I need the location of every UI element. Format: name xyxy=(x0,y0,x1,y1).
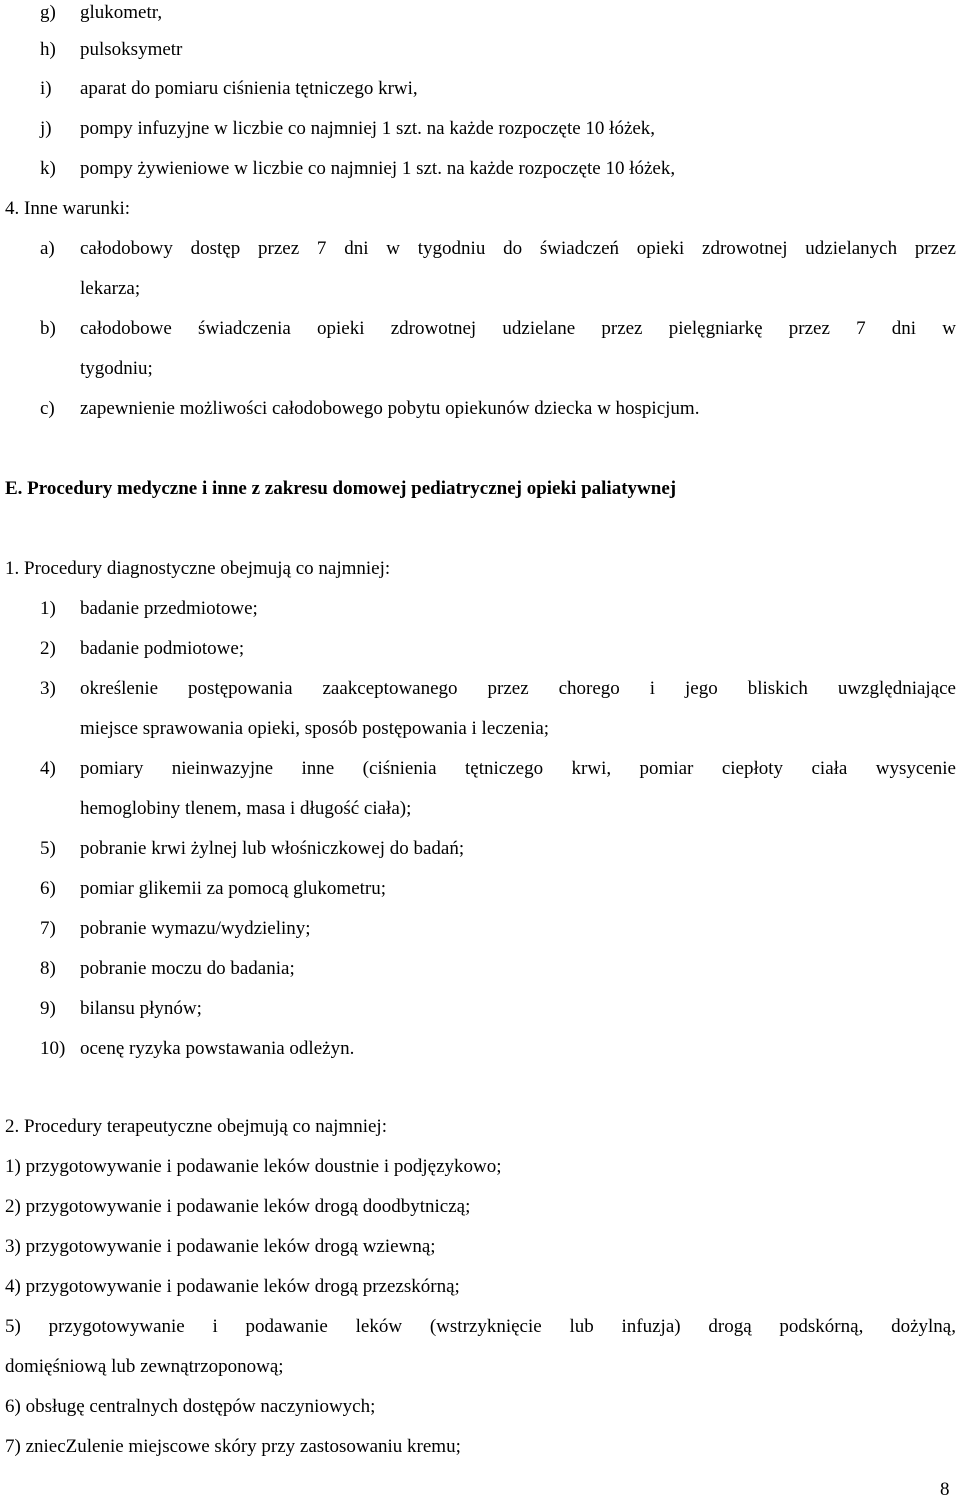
list-item-text: 2) przygotowywanie i podawanie leków drogą doodbytniczą; xyxy=(5,1196,471,1217)
list-label: g) xyxy=(40,2,56,23)
list-label: 7) xyxy=(40,918,56,939)
list-item-text: pobranie krwi żylnej lub włośniczkowej do badań; xyxy=(80,838,465,859)
list-label: j) xyxy=(40,118,52,139)
list-item-text: glukometr, xyxy=(80,2,163,23)
list-item-text: pompy żywieniowe w liczbie co najmniej 1 szt. na każde rozpoczęte 10 łóżek, xyxy=(80,158,676,179)
list-label: 10) xyxy=(40,1038,66,1059)
list-item-text-continued: lekarza; xyxy=(80,278,141,299)
list-label: 4) xyxy=(40,758,56,779)
list-item-text: aparat do pomiaru ciśnienia tętniczego krwi, xyxy=(80,78,418,99)
list-item-text: pobranie moczu do badania; xyxy=(80,958,295,979)
list-item-text: bilansu płynów; xyxy=(80,998,202,1019)
list-item-text: pobranie wymazu/wydzieliny; xyxy=(80,918,311,939)
list-item-text: 4) przygotowywanie i podawanie leków drogą przezskórną; xyxy=(5,1276,460,1297)
list-item-text-continued: domięśniową lub zewnątrzoponową; xyxy=(5,1356,284,1377)
list-label: i) xyxy=(40,78,52,99)
list-item-text: 6) obsługę centralnych dostępów naczyniowych; xyxy=(5,1396,376,1417)
list-item-text-continued: miejsce sprawowania opieki, sposób postępowania i leczenia; xyxy=(80,718,550,739)
list-label: 8) xyxy=(40,958,56,979)
section-heading: 1. Procedury diagnostyczne obejmują co najmniej: xyxy=(5,558,391,579)
list-label: 3) xyxy=(40,678,56,699)
list-item-text-continued: hemoglobiny tlenem, masa i długość ciała); xyxy=(80,798,412,819)
list-item-text: badanie przedmiotowe; xyxy=(80,598,258,619)
list-label: a) xyxy=(40,238,55,259)
list-item-text: pomiar glikemii za pomocą glukometru; xyxy=(80,878,387,899)
section-heading: 4. Inne warunki: xyxy=(5,198,131,219)
section-heading: 2. Procedury terapeutyczne obejmują co najmniej: xyxy=(5,1116,387,1137)
list-label: 6) xyxy=(40,878,56,899)
list-item-text: 1) przygotowywanie i podawanie leków doustnie i podjęzykowo; xyxy=(5,1156,502,1177)
list-item-text: zapewnienie możliwości całodobowego pobytu opiekunów dziecka w hospicjum. xyxy=(80,398,700,419)
list-label: c) xyxy=(40,398,55,419)
list-label: h) xyxy=(40,39,56,60)
list-item-text: ocenę ryzyka powstawania odleżyn. xyxy=(80,1038,355,1059)
list-label: 5) xyxy=(40,838,56,859)
list-item-text: pompy infuzyjne w liczbie co najmniej 1 szt. na każde rozpoczęte 10 łóżek, xyxy=(80,118,656,139)
list-item-text-continued: tygodniu; xyxy=(80,358,153,379)
list-item-text: 5) przygotowywanie i podawanie leków (wstrzyknięcie lub infuzja) drogą podskórną, dożylną, xyxy=(5,1316,956,1337)
list-label: 9) xyxy=(40,998,56,1019)
list-item-text: 7) zniecZulenie miejscowe skóry przy zastosowaniu kremu; xyxy=(5,1436,461,1457)
list-item-text: całodobowe świadczenia opieki zdrowotnej udzielane przez pielęgniarkę przez 7 dni w xyxy=(80,318,956,339)
list-item-text: całodobowy dostęp przez 7 dni w tygodniu do świadczeń opieki zdrowotnej udzielanych przez xyxy=(80,238,956,259)
list-item-text: badanie podmiotowe; xyxy=(80,638,245,659)
list-label: 2) xyxy=(40,638,56,659)
list-item-text: określenie postępowania zaakceptowanego przez chorego i jego bliskich uwzględniające xyxy=(80,678,956,699)
list-item-text: pulsoksymetr xyxy=(80,39,183,60)
list-label: k) xyxy=(40,158,56,179)
section-title: E. Procedury medyczne i inne z zakresu domowej pediatrycznej opieki paliatywnej xyxy=(5,478,677,499)
list-label: 1) xyxy=(40,598,56,619)
list-item-text: pomiary nieinwazyjne inne (ciśnienia tętniczego krwi, pomiar ciepłoty ciała wysycenie xyxy=(80,758,956,779)
page-number: 8 xyxy=(940,1479,950,1500)
list-item-text: 3) przygotowywanie i podawanie leków drogą wziewną; xyxy=(5,1236,436,1257)
list-label: b) xyxy=(40,318,56,339)
